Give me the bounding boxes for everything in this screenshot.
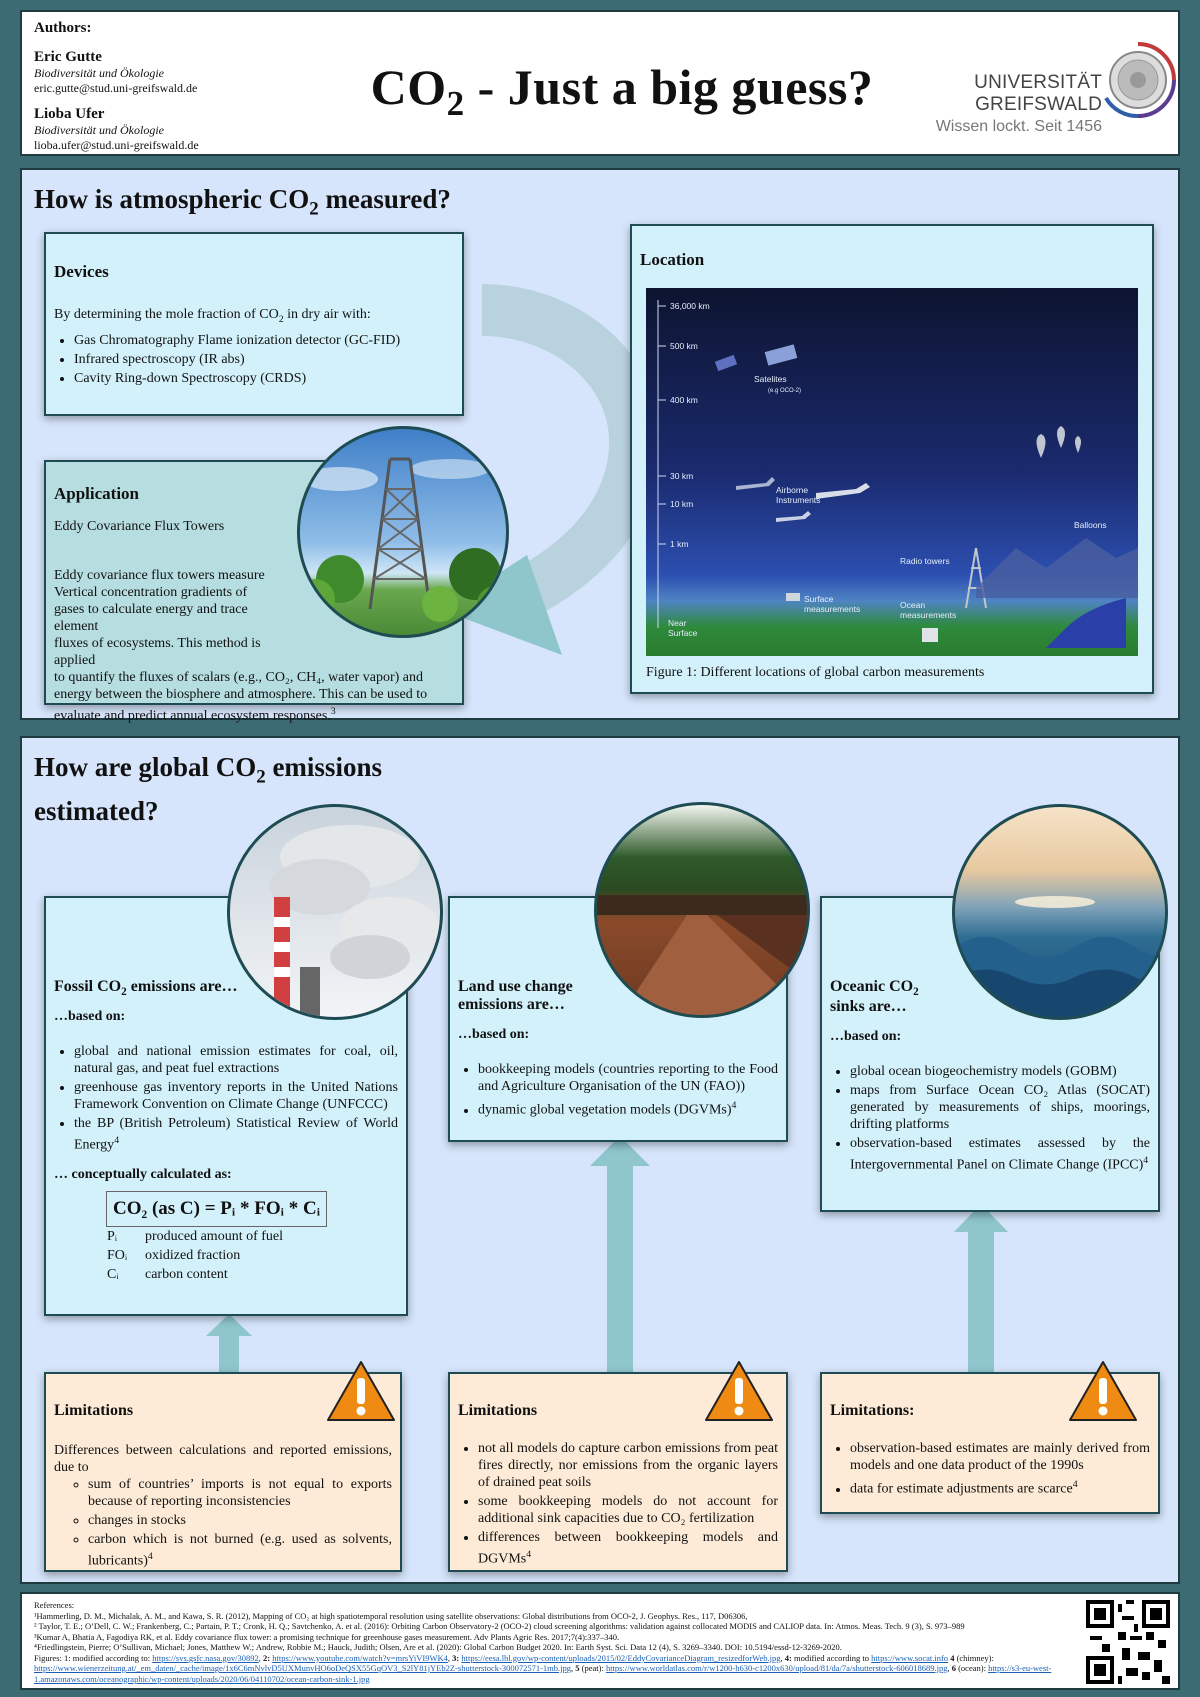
axis-label: 30 km	[670, 471, 694, 481]
chimney-image	[227, 804, 443, 1020]
legend-symbol: Cᵢ	[107, 1266, 119, 1282]
ref-mark: 4	[114, 1135, 120, 1147]
list-item: • observation-based estimates are mainly derived from models and one data product of the 1990s	[850, 1440, 1150, 1474]
legend-desc: produced amount of fuel	[145, 1228, 284, 1244]
legend-desc: oxidized fraction	[145, 1247, 241, 1263]
figure-sources: Figures: 1: modified according to: https://svs.gsfc.nasa.gov/30892, 2: https://www.youtube.com/watch?v=mrsYiVI9WK4, 3: https://eesa.lbl.gov/wp-content/uploads/2015/02/EddyCovarianceDiagram_resizedforWeb.jpg, 4: modified according to https://www.socat.info 4 (chimney): https://www.wienerzeitung.at/_em_daten/_cache/image/1x6C6mNvlvD5UXMunvHO6oDeQSX55GqOV3_S2lY81jYEb2Z-shutterstock-300072571-1mb.jpg, 5 (peat): https://www.worldatlas.com/r/w1200-h630-c1200x630/upload/81/da/7a/shutterstock-606018689.jpg, 6 (ocean): https://s3-eu-west-1.amazonaws.com/oceanographic/wp-content/uploads/2020/06/04110702/ocean-carbon-sink-1.jpg	[34, 1652, 1052, 1684]
title-line: Land use change	[458, 978, 573, 995]
list-item: • not all models do capture carbon emissions from peat fires directly, nor emissions from the organic layers of drained peat soils	[478, 1440, 778, 1491]
university-logo-text	[902, 72, 1102, 136]
warning-icon	[1068, 1360, 1138, 1422]
emissions-section	[20, 736, 1180, 1584]
title-subscript: 2	[446, 84, 465, 123]
legend-desc: carbon content	[145, 1266, 228, 1282]
item-text: dynamic global vegetation models (DGVMs)	[478, 1102, 732, 1118]
locations-illustration	[646, 288, 1138, 656]
title-text: - Just a big guess?	[464, 59, 874, 115]
list-item: ◦ changes in stocks	[88, 1512, 392, 1529]
figure-link[interactable]: https://www.worldatlas.com/r/w1200-h630-c1200x630/upload/81/da/7a/shutterstock-606018689.jpg	[605, 1663, 948, 1673]
figures-label: Figures: 1: modified according to:	[34, 1652, 151, 1663]
limitations-title: Limitations	[54, 1402, 134, 1419]
based-on-label: …based on:	[54, 1009, 126, 1025]
list-item	[478, 1529, 778, 1568]
list-item	[850, 1476, 1150, 1498]
title-text: CO	[370, 59, 447, 115]
warning-icon	[704, 1360, 774, 1422]
list-item: ◦ sum of countries’ imports is not equal to exports because of reporting inconsistencies	[88, 1476, 392, 1510]
landuse-list	[458, 1061, 778, 1119]
list-item: • bookkeeping models (countries reporting to the Food and Agriculture Organisation of the UN (FAO))	[478, 1061, 778, 1095]
application-subtitle: Eddy Covariance Flux Towers	[54, 519, 225, 534]
location-box	[630, 224, 1154, 694]
fossil-list	[54, 1043, 398, 1154]
based-on-label: …based on:	[830, 1029, 902, 1045]
ocean-image	[952, 804, 1168, 1020]
axis-label: 10 km	[670, 499, 694, 509]
intro-subscript: 2	[278, 313, 284, 325]
title-text: emissions are…	[126, 978, 238, 995]
devices-list	[54, 332, 454, 387]
list-item	[74, 1115, 398, 1154]
text-line: Eddy covariance flux towers measure	[54, 568, 265, 583]
legend-symbol: FOᵢ	[107, 1247, 128, 1263]
axis-label: 400 km	[670, 395, 698, 405]
devices-title: Devices	[54, 262, 109, 281]
item-text: observation-based estimates assessed by the Intergovernmental Panel on Climate Change (IPCC)	[850, 1136, 1150, 1173]
application-text-rest	[54, 669, 454, 725]
figure-link[interactable]: https://www.wienerzeitung.at/_em_daten/_cache/image/1x6C6mNvlvD5UXMunvHO6oDeQSX55GqOV3_S2lY81jYEb2Z-shutterstock-300072571-1mb.jpg	[34, 1663, 571, 1673]
author-name: Lioba Ufer	[34, 106, 105, 122]
limitations-title: Limitations	[458, 1402, 538, 1419]
measurement-section	[20, 168, 1180, 724]
title-line: sinks are…	[830, 998, 907, 1016]
devices-intro	[54, 306, 454, 328]
formula-legend	[106, 1227, 284, 1284]
limitations-list	[830, 1440, 1150, 1498]
reference-item: ³Kumar A, Bhatia A, Fagodiya RK, et al. Eddy covariance flux tower: a promising technique for greenhouse gases measurement. Adv Plants Agric Res. 2017;7(4):337‒340.	[34, 1631, 620, 1642]
figure-link[interactable]: https://svs.gsfc.nasa.gov/30892	[152, 1652, 259, 1663]
figure-link[interactable]: https://eesa.lbl.gov/wp-content/uploads/2015/02/EddyCovarianceDiagram_resizedforWeb.jpg	[461, 1652, 781, 1663]
title-subscript: 2	[121, 986, 127, 999]
references-label: References:	[34, 1600, 75, 1610]
devices-box	[44, 232, 464, 416]
locations-figure	[646, 288, 1138, 656]
list-item	[88, 1531, 392, 1570]
balloons-label: Balloons	[1074, 520, 1107, 530]
reference-item: ¹Hammerling, D. M., Michalak, A. M., and Kawa, S. R. (2012), Mapping of CO₂ at high spatiotemporal resolution using satellite observations: Global distributions from OCO-2, J. Geophys. Res., 117, D06306,	[34, 1610, 748, 1621]
up-arrow-icon	[954, 1204, 1008, 1372]
calc-label: … conceptually calculated as:	[54, 1166, 232, 1182]
location-title: Location	[640, 250, 705, 269]
warning-icon	[326, 1360, 396, 1422]
author-name: Eric Gutte	[34, 49, 102, 65]
formula-box: CO₂ (as C) = Pᵢ * FOᵢ * Cᵢ	[106, 1191, 327, 1227]
heading-text: emissions	[265, 752, 382, 782]
limitations-title: Limitations:	[830, 1402, 915, 1419]
ref-mark: 4	[1143, 1155, 1149, 1167]
section-heading	[34, 182, 451, 226]
legend-symbol: Pᵢ	[107, 1228, 118, 1244]
limitations-intro: Differences between calculations and reported emissions, due to	[54, 1443, 392, 1475]
ref-mark: 4	[526, 1549, 532, 1560]
title-text: Fossil CO	[54, 978, 122, 995]
figure-link[interactable]: https://www.socat.info	[871, 1652, 949, 1663]
text-line: fluxes of ecosystems. This method is applied	[54, 636, 261, 668]
satellites-label: Satelites	[754, 374, 787, 384]
intro-text: By determining the mole fraction of CO	[54, 307, 279, 322]
application-title: Application	[54, 484, 140, 503]
list-item: • greenhouse gas inventory reports in the United Nations Framework Convention on Climate Change (UNFCCC)	[74, 1079, 398, 1113]
reference-item: ⁴Friedlingstein, Pierre; O’Sullivan, Michael; Jones, Matthew W.; Andrew, Robbie M.; Hauck, Judith; Olsen, Are et al. (2020): Global Carbon Budget 2020. In: Earth Syst. Sci. Data 12 (4), S. 3269–3340. DOI: 10.5194/essd-12-3269-2020.	[34, 1642, 842, 1652]
ref-mark: 4	[731, 1100, 737, 1111]
ocean-list	[830, 1063, 1150, 1174]
ocean-label: Ocean measurements	[900, 600, 957, 620]
ref-mark: 4	[147, 1551, 153, 1562]
list-item: • global ocean biogeochemistry models (GOBM)	[850, 1063, 1150, 1080]
title-line: emissions are…	[458, 996, 565, 1013]
axis-label: 36,000 km	[670, 301, 710, 311]
axis-label: Near Surface	[668, 618, 698, 638]
peat-image	[594, 802, 810, 1018]
based-on-label: …based on:	[458, 1027, 530, 1042]
title-text: Oceanic CO	[830, 978, 914, 995]
heading-text: estimated?	[34, 796, 159, 827]
university-name: UNIVERSITÄT GREIFSWALD	[974, 72, 1102, 115]
item-text: the BP (British Petroleum) Statistical Review of World Energy	[74, 1116, 398, 1153]
limitations-list	[54, 1476, 392, 1570]
list-item: • Infrared spectroscopy (IR abs)	[74, 351, 454, 368]
radio-towers-label: Radio towers	[900, 556, 950, 566]
figure-caption: Figure 1: Different locations of global carbon measurements	[646, 665, 985, 680]
list-item	[850, 1135, 1150, 1174]
airborne-label: Airborne Instruments	[776, 485, 821, 505]
item-text: differences between bookkeeping models and DGVMs	[478, 1530, 778, 1567]
list-item: • Cavity Ring-down Spectroscopy (CRDS)	[74, 370, 454, 387]
authors-block	[34, 20, 314, 153]
references-box	[20, 1592, 1180, 1690]
heading-text: How is atmospheric CO	[34, 184, 310, 214]
university-slogan: Wissen lockt. Seit 1456	[935, 118, 1102, 135]
list-item: • some bookkeeping models do not account for additional sink capacities due to CO₂ fertilization	[478, 1493, 778, 1527]
text-line: gases to calculate energy and trace element	[54, 602, 248, 634]
references-text	[34, 1600, 1084, 1684]
list-item: • global and national emission estimates for coal, oil, natural gas, and peat fuel extractions	[74, 1043, 398, 1077]
poster-header	[20, 10, 1180, 156]
reference-item: ² Taylor, T. E.; O’Dell, C. W.; Frankenberg, C.; Partain, P. T.; Cronk, H. Q.; Savtchenko, A. et al. (2016): Orbiting Carbon Observatory-2 (OCO-2) cloud screening algorithms: validation against collocated MODIS and CALIOP data. In: Atmos. Meas. Tech. 9 (3), S. 973–989	[34, 1621, 965, 1631]
poster-title	[322, 58, 922, 124]
qr-code-icon[interactable]	[1086, 1600, 1170, 1684]
heading-subscript: 2	[309, 198, 319, 220]
axis-label: 1 km	[670, 539, 689, 549]
heading-text: measured?	[318, 184, 451, 214]
application-text	[54, 567, 294, 669]
ref-mark: 4	[1072, 1479, 1078, 1490]
satellites-sublabel: (e.g OCO-2)	[768, 388, 802, 394]
heading-subscript: 2	[256, 766, 266, 788]
author-email: lioba.ufer@stud.uni-greifswald.de	[34, 138, 199, 152]
figure-link[interactable]: https://www.youtube.com/watch?v=mrsYiVI9WK4	[272, 1652, 448, 1663]
university-seal-icon	[1100, 38, 1176, 124]
title-subscript: 2	[913, 986, 919, 999]
author-affiliation: Biodiversität und Ökologie	[34, 123, 164, 137]
list-item: • maps from Surface Ocean CO₂ Atlas (SOCAT) generated by measurements of ships, moorings, drifting platforms	[850, 1082, 1150, 1133]
limitations-list	[458, 1440, 778, 1568]
up-arrow-icon	[590, 1136, 650, 1372]
authors-label: Authors:	[34, 20, 92, 36]
text-line: Vertical concentration gradients of	[54, 585, 248, 600]
axis-label: 500 km	[670, 341, 698, 351]
text-rest: to quantify the fluxes of scalars (e.g., CO₂, CH₄, water vapor) and energy between the biosphere and atmosphere. This can be used to evaluate and predict annual ecosystem responses.	[54, 670, 428, 724]
figure-link[interactable]: https://s3-eu-west-1.amazonaws.com/oceanographic/wp-content/uploads/2020/06/04110702/ocean-carbon-sink-1.jpg	[34, 1663, 1052, 1684]
list-item	[478, 1097, 778, 1119]
list-item: • Gas Chromatography Flame ionization detector (GC-FID)	[74, 332, 454, 349]
intro-text: in dry air with:	[283, 307, 371, 322]
author-email: eric.gutte@stud.uni-greifswald.de	[34, 81, 198, 95]
heading-text: How are global CO	[34, 752, 257, 782]
up-arrow-icon	[206, 1314, 252, 1372]
item-text: carbon which is not burned (e.g. used as solvents, lubricants)	[88, 1532, 392, 1569]
item-text: data for estimate adjustments are scarce	[850, 1481, 1073, 1497]
flux-tower-image	[297, 426, 509, 638]
author-affiliation: Biodiversität und Ökologie	[34, 66, 164, 80]
surface-label: Surface measurements	[804, 594, 861, 614]
ref-mark: 3	[330, 706, 336, 717]
